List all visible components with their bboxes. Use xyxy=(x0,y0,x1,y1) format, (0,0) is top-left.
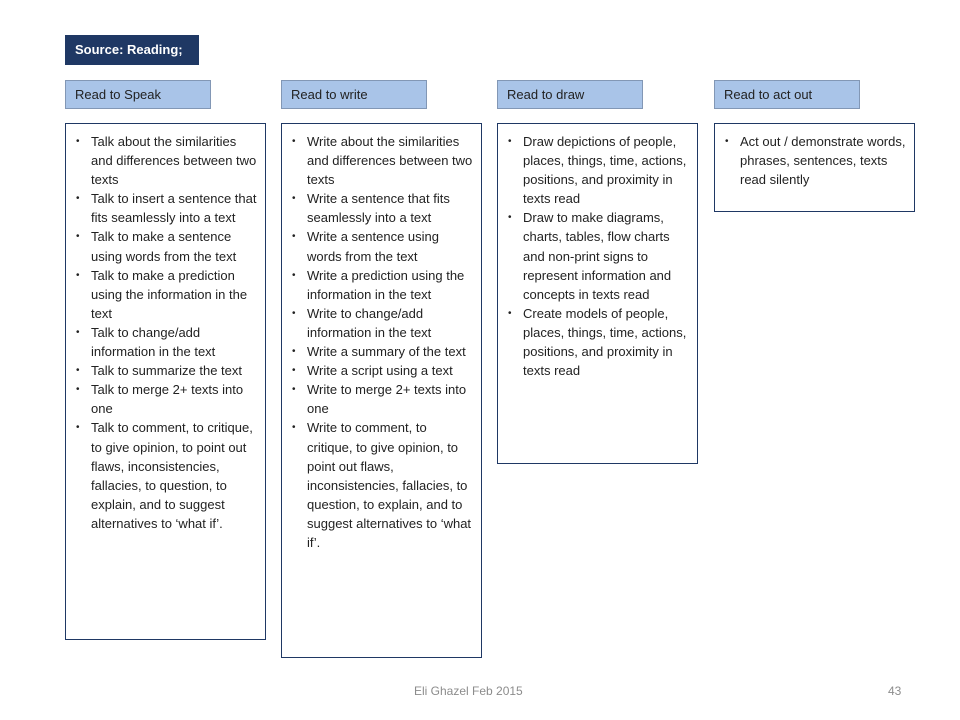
act-out-list-box xyxy=(714,123,915,212)
list-item: • Write to comment, to critique, to give opinion, to point out flaws, inconsistencies, fallacies, to question, to explain, and to suggest alternatives to ‘what if’. xyxy=(292,420,472,550)
list-item: • Act out / demonstrate words, phrases, sentences, texts read silently xyxy=(725,134,906,188)
header-read-to-write: Read to write xyxy=(281,80,427,109)
list-item: • Talk about the similarities and differences between two texts xyxy=(76,134,257,188)
list-item: • Draw to make diagrams, charts, tables, flow charts and non-print signs to represent information and concepts in texts read xyxy=(508,210,672,302)
header-read-to-draw: Read to draw xyxy=(497,80,643,109)
draw-list-box xyxy=(497,123,698,464)
list-item: • Write to change/add information in the text xyxy=(292,305,432,340)
draw-list xyxy=(502,132,689,380)
list-item: • Talk to make a sentence using words from the text xyxy=(76,229,237,264)
list-item: • Talk to comment, to critique, to give opinion, to point out flaws, inconsistencies, fallacies, to question, to explain, and to suggest alternatives to ‘what if’. xyxy=(76,420,253,531)
page-number: 43 xyxy=(888,684,902,698)
footer-author: Eli Ghazel Feb 2015 xyxy=(414,684,523,698)
speak-list xyxy=(70,132,257,533)
list-item: • Write to merge 2+ texts into one xyxy=(292,382,467,417)
write-list-box xyxy=(281,123,482,658)
act-out-list xyxy=(719,132,906,189)
list-item: • Talk to change/add information in the text xyxy=(76,324,216,360)
list-item: • Draw depictions of people, places, things, time, actions, positions, and proximity in texts read xyxy=(508,134,687,207)
list-item: • Talk to summarize the text xyxy=(76,363,242,379)
header-read-to-speak: Read to Speak xyxy=(65,80,211,109)
list-item: • Talk to make a prediction using the information in the text xyxy=(76,267,248,321)
source-label: Source: Reading; xyxy=(65,35,199,65)
list-item: • Write a sentence that fits seamlessly into a text xyxy=(292,191,450,226)
write-list xyxy=(286,132,473,552)
list-item: • Write a prediction using the information in the text xyxy=(292,267,465,302)
list-item: • Create models of people, places, things, time, actions, positions, and proximity in texts read xyxy=(508,305,687,379)
list-item: • Talk to insert a sentence that fits seamlessly into a text xyxy=(76,191,257,226)
list-item: • Write a script using a text xyxy=(292,363,453,379)
list-item: • Write about the similarities and differences between two texts xyxy=(292,134,473,188)
list-item: • Talk to merge 2+ texts into one xyxy=(76,382,244,417)
speak-list-box xyxy=(65,123,266,640)
list-item: • Write a summary of the text xyxy=(292,344,466,360)
list-item: • Write a sentence using words from the text xyxy=(292,229,439,264)
header-read-to-act-out: Read to act out xyxy=(714,80,860,109)
